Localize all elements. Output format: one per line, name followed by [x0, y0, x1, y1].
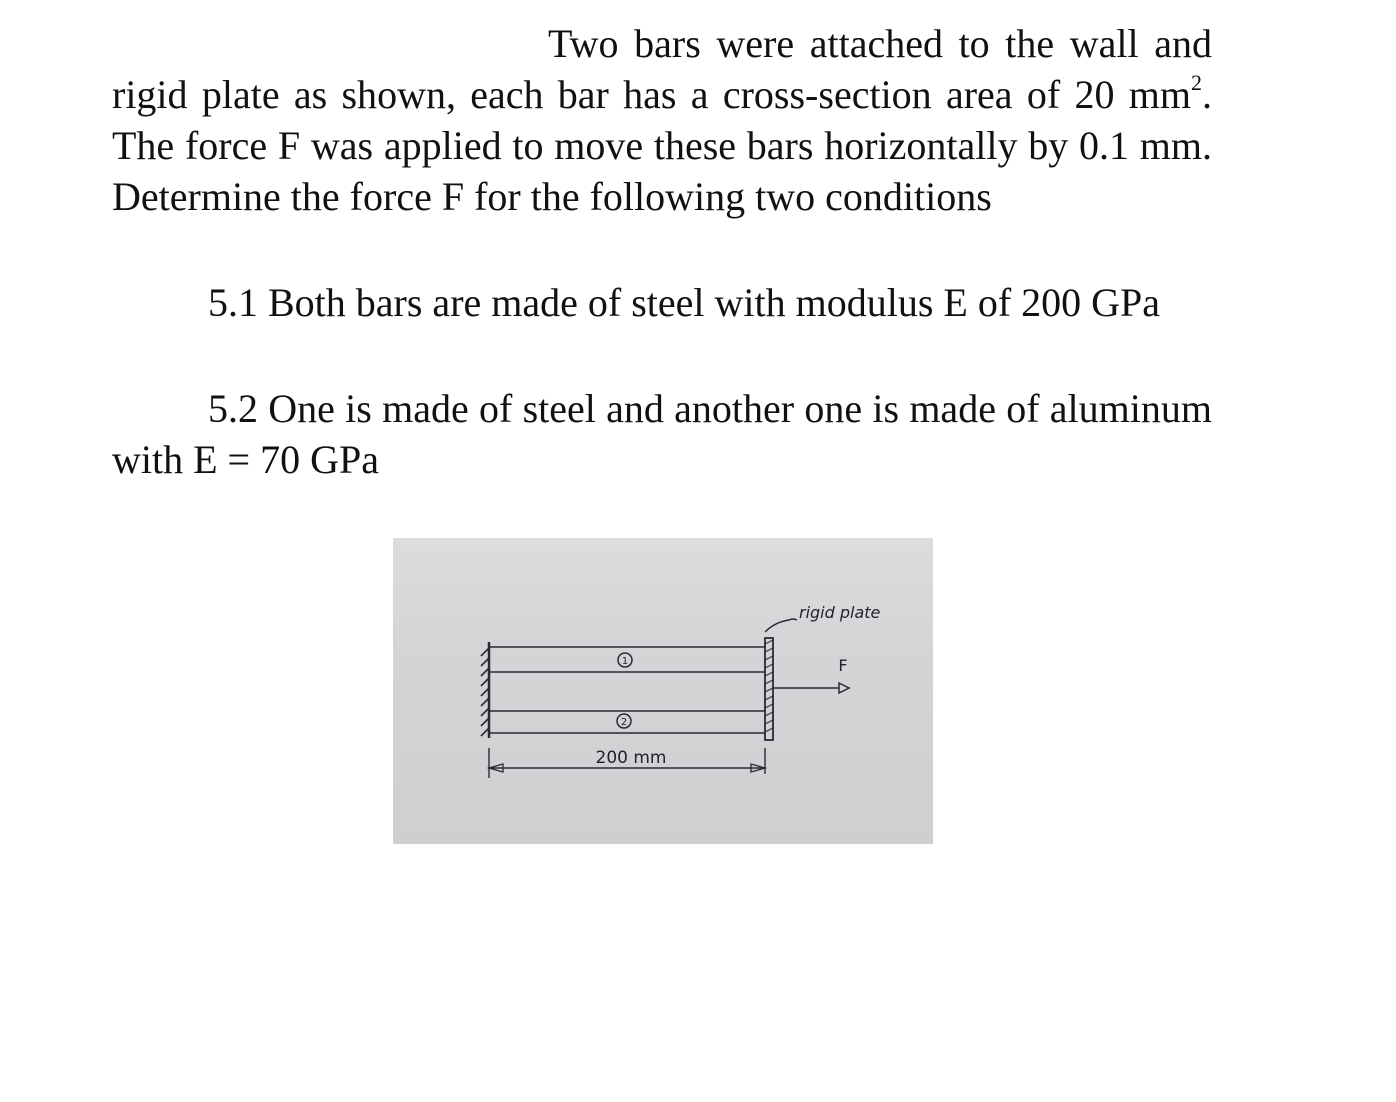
condition-5-1 [112, 277, 1212, 328]
bar-2-label: 2 [620, 717, 628, 728]
bar-diagram [393, 538, 933, 844]
condition-5-2 [112, 383, 1212, 485]
bar-diagram-photo [393, 538, 933, 844]
rigid-plate-hatching [765, 640, 773, 732]
bar-1-label: 1 [621, 656, 629, 667]
problem-text-b: . The force F was applied to move these bars horizontally by 0.1 mm. Determine the force F for the following two conditions [112, 72, 1212, 219]
force-label: F [838, 656, 848, 675]
problem-line-1: Two bars were attached to the wall and [548, 21, 1212, 66]
condition-5-1-text: 5.1 Both bars are made of steel with modulus E of 200 GPa [208, 280, 1161, 325]
problem-statement [112, 18, 1212, 222]
superscript-2: 2 [1191, 69, 1202, 95]
rigid-plate-leader [765, 619, 797, 632]
condition-5-2-text: 5.2 One is made of steel and another one is made of aluminum with E = 70 GPa [112, 386, 1212, 482]
dimension-label: 200 mm [595, 748, 667, 768]
problem-text-a: rigid plate as shown, each bar has a cross-section area of 20 mm [112, 72, 1191, 117]
rigid-plate-label: rigid plate [799, 603, 881, 622]
force-arrow-head [839, 683, 849, 693]
